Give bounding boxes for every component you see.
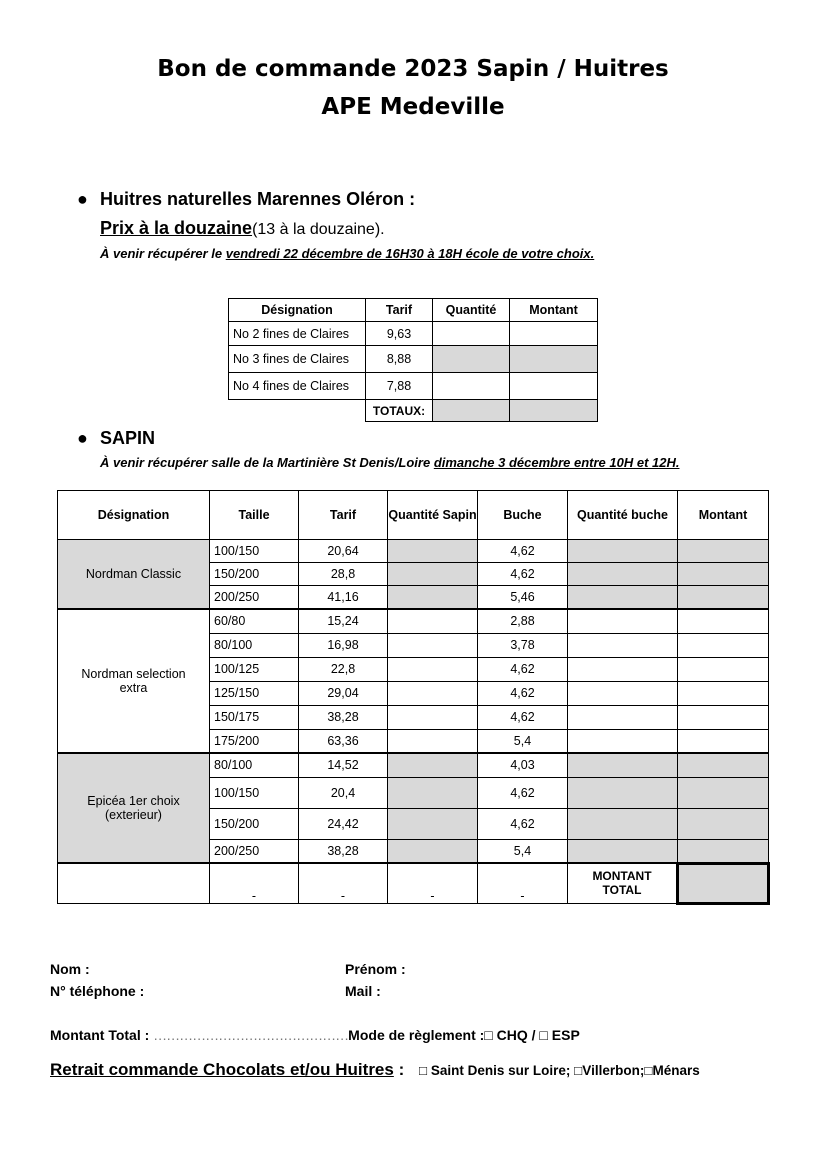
col-buche: Buche bbox=[478, 491, 568, 540]
col-quantite: Quantité bbox=[433, 299, 510, 322]
oyster-price-label: Prix à la douzaine bbox=[100, 218, 253, 238]
price-cell: 28,8 bbox=[299, 563, 388, 586]
buche-price-cell: 4,62 bbox=[478, 808, 568, 839]
buche-price-cell: 5,4 bbox=[478, 729, 568, 753]
buche-price-cell: 4,62 bbox=[478, 777, 568, 808]
quantity-sapin-cell[interactable] bbox=[388, 540, 478, 563]
quantity-buche-cell[interactable] bbox=[568, 586, 678, 610]
quantity-buche-cell[interactable] bbox=[568, 657, 678, 681]
col-quantite-sapin: Quantité Sapin bbox=[388, 491, 478, 540]
amount-cell[interactable] bbox=[678, 540, 769, 563]
quantity-sapin-cell[interactable] bbox=[388, 657, 478, 681]
price-cell: 63,36 bbox=[299, 729, 388, 753]
quantity-sapin-cell[interactable] bbox=[388, 633, 478, 657]
total-quantity-cell[interactable] bbox=[433, 400, 510, 422]
quantity-buche-cell[interactable] bbox=[568, 705, 678, 729]
quantity-buche-cell[interactable] bbox=[568, 753, 678, 777]
table-row bbox=[58, 540, 769, 563]
buche-price-cell: 4,62 bbox=[478, 657, 568, 681]
price-cell: 20,4 bbox=[299, 777, 388, 808]
sapin-heading: ● SAPIN bbox=[77, 428, 156, 448]
retrait-line: Retrait commande Chocolats et/ou Huitres : □ Saint Denis sur Loire; □Villerbon;□Ménars bbox=[50, 1060, 700, 1079]
col-tarif: Tarif bbox=[299, 491, 388, 540]
quantity-buche-cell[interactable] bbox=[568, 777, 678, 808]
quantity-sapin-cell[interactable] bbox=[388, 839, 478, 863]
price-cell: 22,8 bbox=[299, 657, 388, 681]
price-cell: 29,04 bbox=[299, 681, 388, 705]
size-cell: 125/150 bbox=[210, 681, 299, 705]
quantity-sapin-cell[interactable] bbox=[388, 609, 478, 633]
amount-cell[interactable] bbox=[678, 777, 769, 808]
col-tarif: Tarif bbox=[366, 299, 433, 322]
buche-price-cell: 4,62 bbox=[478, 540, 568, 563]
col-designation: Désignation bbox=[229, 299, 366, 322]
sapin-table bbox=[57, 490, 770, 905]
size-cell: 150/200 bbox=[210, 563, 299, 586]
size-cell: 80/100 bbox=[210, 633, 299, 657]
amount-cell[interactable] bbox=[678, 753, 769, 777]
buche-price-cell: 2,88 bbox=[478, 609, 568, 633]
group-designation: Nordman Classic bbox=[58, 540, 210, 610]
table-row: No 4 fines de Claires 7,88 bbox=[229, 373, 598, 400]
oyster-pickup: À venir récupérer le vendredi 22 décembre de 16H30 à 18H école de votre choix. bbox=[100, 246, 595, 261]
group-designation: Nordman selection extra bbox=[58, 609, 210, 753]
table-row bbox=[58, 609, 769, 633]
quantity-buche-cell[interactable] bbox=[568, 808, 678, 839]
amount-cell[interactable] bbox=[678, 808, 769, 839]
col-montant: Montant bbox=[510, 299, 598, 322]
montant-total-field-label: Montant Total : bbox=[50, 1027, 154, 1043]
size-cell: 100/150 bbox=[210, 540, 299, 563]
col-montant: Montant bbox=[678, 491, 769, 540]
size-cell: 175/200 bbox=[210, 729, 299, 753]
oyster-heading: ● Huitres naturelles Marennes Oléron : bbox=[77, 189, 416, 209]
mail-label: Mail : bbox=[345, 983, 381, 999]
quantity-buche-cell[interactable] bbox=[568, 563, 678, 586]
buche-price-cell: 5,4 bbox=[478, 839, 568, 863]
price-cell: 24,42 bbox=[299, 808, 388, 839]
bullet-icon: ● bbox=[77, 189, 88, 209]
col-quantite-buche: Quantité buche bbox=[568, 491, 678, 540]
buche-price-cell: 5,46 bbox=[478, 586, 568, 610]
price-cell: 38,28 bbox=[299, 839, 388, 863]
quantity-buche-cell[interactable] bbox=[568, 729, 678, 753]
quantity-sapin-cell[interactable] bbox=[388, 586, 478, 610]
table-row bbox=[58, 753, 769, 777]
amount-cell[interactable] bbox=[678, 563, 769, 586]
size-cell: 100/150 bbox=[210, 777, 299, 808]
totals-row: TOTAUX: bbox=[229, 400, 598, 422]
sapin-pickup: À venir récupérer salle de la Martinière St Denis/Loire dimanche 3 décembre entre 10H et 12H. bbox=[100, 455, 680, 470]
size-cell: 100/125 bbox=[210, 657, 299, 681]
quantity-cell[interactable] bbox=[433, 373, 510, 400]
quantity-buche-cell[interactable] bbox=[568, 633, 678, 657]
amount-cell[interactable] bbox=[678, 839, 769, 863]
size-cell: 200/250 bbox=[210, 586, 299, 610]
page-subtitle: APE Medeville bbox=[321, 94, 505, 120]
amount-cell[interactable] bbox=[678, 705, 769, 729]
col-designation: Désignation bbox=[58, 491, 210, 540]
size-cell: 200/250 bbox=[210, 839, 299, 863]
quantity-buche-cell[interactable] bbox=[568, 609, 678, 633]
size-cell: 150/200 bbox=[210, 808, 299, 839]
quantity-buche-cell[interactable] bbox=[568, 681, 678, 705]
nom-label: Nom : bbox=[50, 961, 90, 977]
oyster-price-line bbox=[100, 218, 385, 239]
col-taille: Taille bbox=[210, 491, 299, 540]
sapin-total-row: - - - - MONTANT TOTAL bbox=[58, 863, 769, 903]
quantity-sapin-cell[interactable] bbox=[388, 563, 478, 586]
amount-cell[interactable] bbox=[678, 681, 769, 705]
payment-method[interactable]: Mode de règlement :□ CHQ / □ ESP bbox=[348, 1027, 580, 1043]
table-row: No 2 fines de Claires 9,63 bbox=[229, 322, 598, 346]
buche-price-cell: 4,62 bbox=[478, 563, 568, 586]
price-cell: 14,52 bbox=[299, 753, 388, 777]
buche-price-cell: 4,62 bbox=[478, 681, 568, 705]
prenom-label: Prénom : bbox=[345, 961, 406, 977]
group-designation: Epicéa 1er choix (exterieur) bbox=[58, 753, 210, 863]
amount-cell[interactable] bbox=[678, 633, 769, 657]
quantity-sapin-cell[interactable] bbox=[388, 753, 478, 777]
size-cell: 80/100 bbox=[210, 753, 299, 777]
payment-line bbox=[50, 1027, 580, 1043]
amount-cell[interactable] bbox=[678, 657, 769, 681]
quantity-sapin-cell[interactable] bbox=[388, 681, 478, 705]
price-cell: 41,16 bbox=[299, 586, 388, 610]
quantity-cell[interactable] bbox=[433, 346, 510, 373]
quantity-sapin-cell[interactable] bbox=[388, 777, 478, 808]
price-cell: 38,28 bbox=[299, 705, 388, 729]
size-cell: 60/80 bbox=[210, 609, 299, 633]
bullet-icon: ● bbox=[77, 428, 88, 448]
amount-cell[interactable] bbox=[510, 322, 598, 346]
quantity-buche-cell[interactable] bbox=[568, 839, 678, 863]
montant-total-cell[interactable] bbox=[678, 863, 769, 903]
buche-price-cell: 3,78 bbox=[478, 633, 568, 657]
price-cell: 20,64 bbox=[299, 540, 388, 563]
price-cell: 16,98 bbox=[299, 633, 388, 657]
amount-cell[interactable] bbox=[510, 373, 598, 400]
size-cell: 150/175 bbox=[210, 705, 299, 729]
amount-cell[interactable] bbox=[678, 609, 769, 633]
amount-cell[interactable] bbox=[678, 729, 769, 753]
montant-total-dots[interactable]: ……………………………………… bbox=[153, 1027, 349, 1043]
quantity-sapin-cell[interactable] bbox=[388, 729, 478, 753]
montant-total-label: MONTANT TOTAL bbox=[568, 863, 678, 903]
buche-price-cell: 4,62 bbox=[478, 705, 568, 729]
total-amount-cell[interactable] bbox=[510, 400, 598, 422]
oyster-price-note: (13 à la douzaine). bbox=[252, 221, 385, 238]
oyster-table bbox=[228, 298, 598, 422]
telephone-label: N° téléphone : bbox=[50, 983, 145, 999]
price-cell: 15,24 bbox=[299, 609, 388, 633]
quantity-buche-cell[interactable] bbox=[568, 540, 678, 563]
quantity-sapin-cell[interactable] bbox=[388, 705, 478, 729]
retrait-label: Retrait commande Chocolats et/ou Huitres bbox=[50, 1060, 394, 1079]
quantity-cell[interactable] bbox=[433, 322, 510, 346]
page-title: Bon de commande 2023 Sapin / Huitres bbox=[157, 56, 669, 82]
retrait-options[interactable]: □ Saint Denis sur Loire; □Villerbon;□Ménars bbox=[418, 1063, 700, 1078]
table-row: No 3 fines de Claires 8,88 bbox=[229, 346, 598, 373]
buche-price-cell: 4,03 bbox=[478, 753, 568, 777]
quantity-sapin-cell[interactable] bbox=[388, 808, 478, 839]
amount-cell[interactable] bbox=[510, 346, 598, 373]
amount-cell[interactable] bbox=[678, 586, 769, 610]
